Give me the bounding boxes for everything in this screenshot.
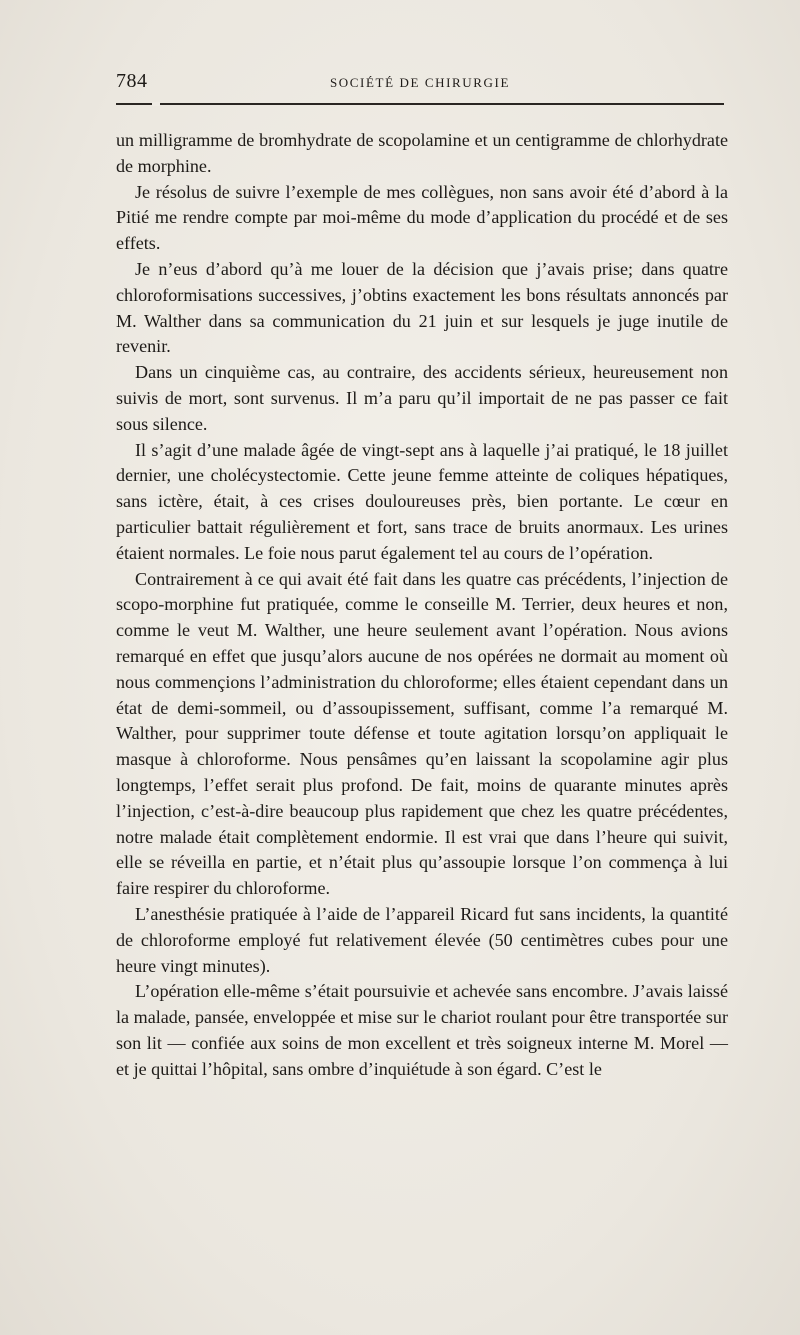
running-head: SOCIÉTÉ DE CHIRURGIE [329, 75, 511, 90]
paragraph: L’anesthésie pratiquée à l’aide de l’appareil Ricard fut sans incidents, la quantité de chloroforme employé fut relativement élevée (50 centimètres cubes pour une heure vingt minutes). [116, 903, 728, 976]
page-number: 784 [116, 70, 148, 92]
paragraph: Dans un cinquième cas, au contraire, des accidents sérieux, heureusement non suivis de mort, sont survenus. Il m’a paru qu’il importait de ne pas passer ce fait sous silence. [116, 362, 728, 434]
paragraph: Il s’agit d’une malade âgée de vingt-sept ans à laquelle j’ai pratiqué, le 18 juillet dernier, une cholécystectomie. Cette jeune femme atteinte de coliques hépatiques, sans ictère, était, à ces crises douloureuses près, bien portante. Le cœur en particulier battait régulièrement et fort, sans trace de bruits anormaux. Les urines étaient normales. Le foie nous parut également tel au cours de l’opération. [116, 439, 728, 563]
paragraph: Contrairement à ce qui avait été fait dans les quatre cas précédents, l’injection de scopo-morphine fut pratiquée, comme le conseille M. Terrier, deux heures et non, comme le veut M. Walther, une heure seulement avant l’opération. Nous avions remarqué en effet que jusqu’alors aucune de nos opérées ne dormait au moment où nous commençions l’administration du chloroforme; elles étaient cependant dans un état de demi-sommeil, ou d’assoupissement, suffisant, comme l’a remarqué M. Walther, pour supprimer toute défense et toute agitation lorsqu’on appliquait le masque à chloroforme. Nous pensâmes qu’en laissant la scopolamine agir plus longtemps, l’effet serait plus profond. De fait, moins de quarante minutes après l’injection, c’est-à-dire beaucoup plus rapidement que chez les quatre précédentes, notre malade était complètement endormie. Il est vrai que dans l’heure qui suivit, elle se réveilla en partie, et n’était plus qu’assoupie lorsque l’on commença à lui faire respirer du chloroforme. [116, 568, 728, 899]
paragraph: L’opération elle-même s’était poursuivie et achevée sans encombre. J’avais laissé la malade, pansée, enveloppée et mise sur le chariot roulant pour être transportée sur son lit — confiée aux soins de mon excellent et très soigneux interne M. Morel — et je quittai l’hôpital, sans ombre d’inquiétude à son égard. C’est le [116, 981, 728, 1079]
paragraph-continuation: un milligramme de bromhydrate de scopolamine et un centigramme de chlorhydrate de morphine. [116, 130, 728, 176]
paragraph: Je n’eus d’abord qu’à me louer de la décision que j’avais prise; dans quatre chloroformisations successives, j’obtins exactement les bons résultats annoncés par M. Walther dans sa communication du 21 juin et sur lesquels je juge inutile de revenir. [116, 258, 728, 357]
header-rule [116, 103, 724, 105]
header-rule-gap [152, 102, 160, 106]
body-text [116, 128, 728, 1082]
paragraph: Je résolus de suivre l’exemple de mes collègues, non sans avoir été d’abord à la Pitié me rendre compte par moi-même du mode d’application du procédé et de ses effets. [116, 181, 728, 254]
page-header [116, 70, 724, 98]
